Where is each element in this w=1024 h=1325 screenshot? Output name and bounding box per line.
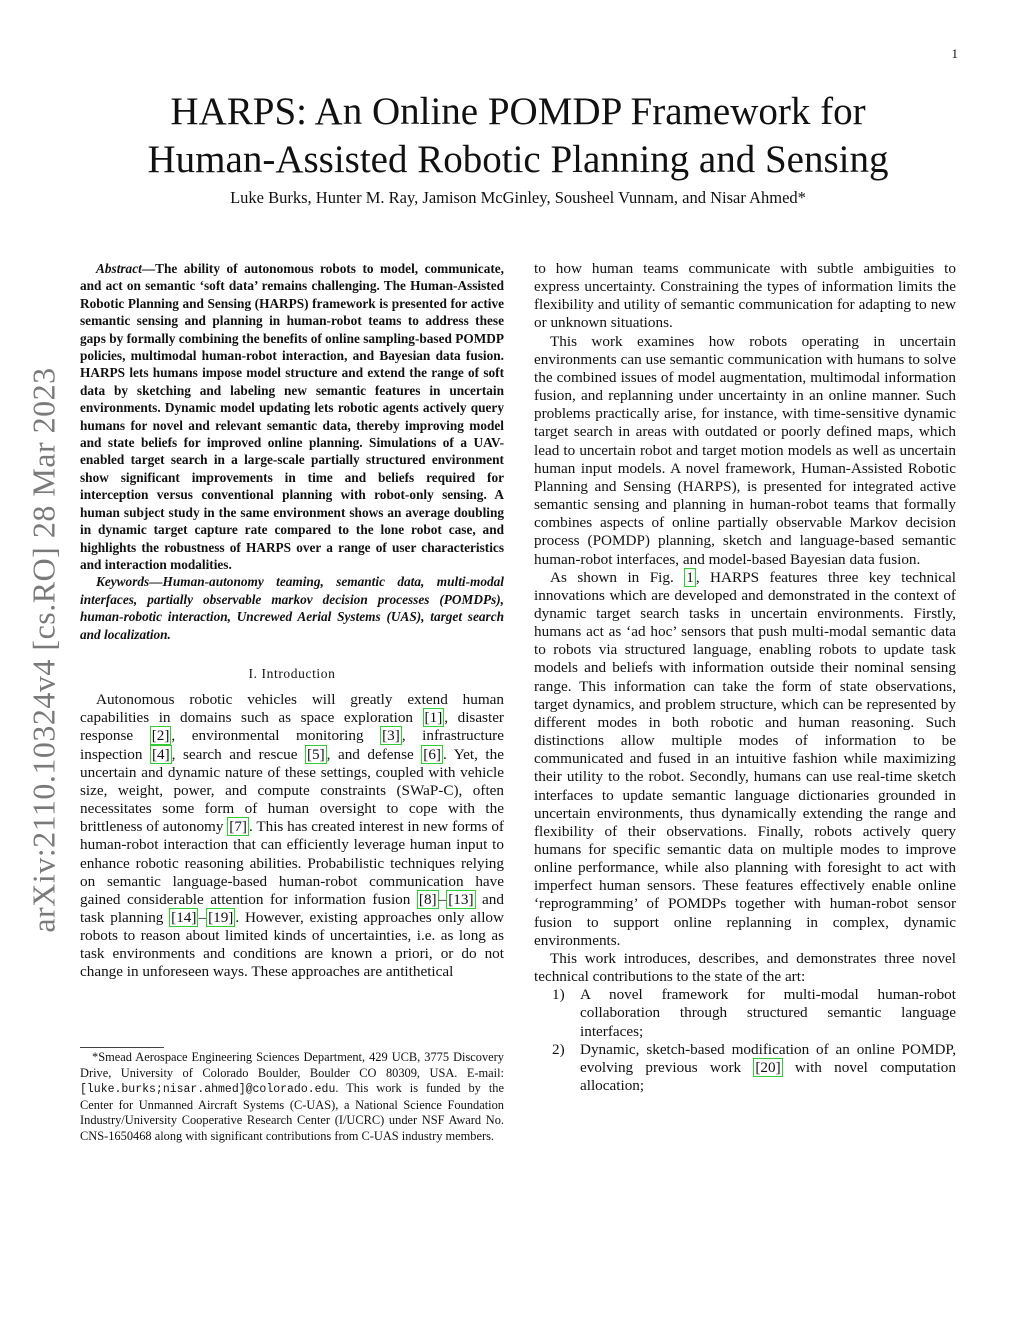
abstract-label: Abstract	[96, 261, 142, 276]
intro-paragraph-1-continued: to how human teams communicate with subtle ambiguities to express uncertainty. Constraining the types of information limits the flexibility and utility of semantic communication for adapting to new or unknown situations.	[534, 260, 956, 332]
affiliation-footnote: *Smead Aerospace Engineering Sciences Department, 429 UCB, 3775 Discovery Drive, University of Colorado Boulder, Boulder CO 80309, USA. E-mail:[luke.burks;nisar.ahmed]@colorado.edu. This work is funded by the Center for Unmanned Aircraft Systems (C-UAS), a National Science Foundation Industry/University Cooperative Research Center (I/UCRC) under NSF Award No. CNS-1650468 along with significant contributions from C-UAS industry members.	[80, 1050, 504, 1143]
citation-link[interactable]: [6]	[423, 745, 441, 763]
citation-link[interactable]: [4]	[151, 745, 170, 763]
keywords-text: —Human-autonomy teaming, semantic data, multi-modal interfaces, partially observable markov decision processes (POMDPs), human-robotic interaction, Uncrewed Aerial Systems (UAS), target search and localization.	[80, 574, 504, 642]
list-item-number: 2)	[552, 1040, 565, 1058]
abstract-text: —The ability of autonomous robots to model, communicate, and act on semantic ‘soft data’ remains challenging. The Human-Assisted Robotic Planning and Sensing (HARPS) framework is presented for active semantic sensing and planning in human-robot teams to address these gaps by formally combining the benefits of online sampling-based POMDP policies, multimodal human-robot interaction, and Bayesian data fusion. HARPS lets humans impose model structure and extend the range of soft data by sketching and labeling new semantic features in uncertain environments. Dynamic model updating lets robotic agents actively query humans for novel and relevant semantic data, thereby improving model and state beliefs for improved online planning. Simulations of a UAV-enabled target search in a large-scale partially structured environment show significant improvements in time and beliefs required for interception versus conventional planning with robot-only sensing. A human subject study in the same environment shows an average doubling in dynamic target capture rate compared to the lone robot case, and highlights the robustness of HARPS over a range of user characteristics and interaction modalities.	[80, 261, 504, 572]
page-number: 1	[951, 46, 958, 61]
arxiv-identifier-stamp: arXiv:2110.10324v4 [cs.RO] 28 Mar 2023	[25, 367, 62, 933]
list-item: 2) Dynamic, sketch-based modification of an online POMDP, evolving previous work [20] with novel computation allocation;	[552, 1040, 956, 1095]
right-column	[534, 260, 956, 1095]
citation-link[interactable]: [19]	[208, 908, 234, 926]
list-item-number: 1)	[552, 986, 565, 1004]
title-line-2: Human-Assisted Robotic Planning and Sensing	[147, 138, 889, 181]
title-line-1: HARPS: An Online POMDP Framework for	[170, 90, 866, 133]
citation-link[interactable]: [3]	[382, 727, 400, 745]
citation-link[interactable]: [1]	[424, 709, 443, 727]
intro-paragraph-4: This work introduces, describes, and demonstrates three novel technical contributions to the state of the art:	[534, 949, 956, 986]
author-list: Luke Burks, Hunter M. Ray, Jamison McGinley, Sousheel Vunnam, and Nisar Ahmed*	[230, 188, 806, 207]
footnote-divider	[80, 1047, 164, 1048]
citation-link[interactable]: [5]	[306, 745, 325, 763]
keywords	[80, 573, 504, 643]
intro-paragraph-1: Autonomous robotic vehicles will greatly extend human capabilities in domains such as space exploration [1] , disaster response [2] , environmental monitoring [3] , infrastructure inspection [4] , search and rescue [5] , and defense [6] . Yet, the uncertain and dynamic nature of these settings, coupled with vehicle size, weight, power, and compute constraints (SWaP-C), often necessitates some form of human oversight to cope with the brittleness of autonomy [7] . This has created interest in new forms of human-robot interaction that can efficiently leverage human input to enhance robotic reasoning abilities. Probabilistic techniques relying on semantic language-based human-robot communication have gained considerable attention for information fusion [8] – [13] and task planning [14] – [19] . However, existing approaches only allow robots to reason about limited kinds of uncertainties, i.e. as long as task environments and conditions are known a priori, or do not change in unforeseen ways. These approaches are antithetical	[80, 691, 504, 981]
citation-link[interactable]: [13]	[448, 890, 474, 908]
paper-title	[80, 88, 956, 184]
author-email[interactable]: [luke.burks;nisar.ahmed]@colorado.edu	[80, 1083, 336, 1097]
list-item	[534, 986, 956, 1040]
figure-reference-link[interactable]: 1	[686, 568, 694, 586]
citation-link[interactable]: [14]	[171, 908, 197, 926]
list-item-text: A novel framework for multi-modal human-robot collaboration through structured semantic language interfaces;	[580, 986, 956, 1040]
section-heading-introduction: I. Introduction	[248, 665, 336, 681]
intro-paragraph-2: This work examines how robots operating in uncertain environments can use semantic communication with humans to solve the combined issues of model augmentation, multimodal information fusion, and replanning under uncertainty in an online manner. Such problems practically arise, for instance, with time-sensitive dynamic target search in areas with outdated or poorly defined maps, which lead to uncertain robot and target motion models as well as uncertain human input models. A novel framework, Human-Assisted Robotic Planning and Sensing (HARPS), is presented for integrated active semantic sensing and planning in human-robot teams that formally combines aspects of online partially observable Markov decision process (POMDP) planning, sketch and language-based semantic human-robot interfaces, and model-based Bayesian data fusion.	[534, 332, 956, 568]
abstract	[80, 260, 504, 573]
citation-link[interactable]: [2]	[151, 727, 170, 745]
left-column	[80, 260, 504, 982]
contributions-list	[534, 986, 956, 1095]
intro-paragraph-3: As shown in Fig. 1 , HARPS features three key technical innovations which are developed and demonstrated in the context of dynamic target search tasks in uncertain environments. Firstly, humans act as ‘ad hoc’ sensors that push multi-modal semantic data to robots via structured language, enabling robots to update task models and beliefs with information outside their nominal sensing range. This information can take the form of state observations, target dynamics, and problem structure, which can be represented by different modes in both robotic and human reasoning. Such distinctions allow multiple modes of information to be communicated and fused in an intuitive fashion while maximizing their utility to the robot. Secondly, humans can use real-time sketch interfaces to update semantic language dictionaries grounded in uncertain environments, thus dynamically extending the range and flexibility of their observations. Finally, robots actively query humans for specific semantic data on multiple modes to improve online performance, while also planning with foresight to act with imperfect human sensors. These features effectively enable online ‘reprogramming’ of POMDPs together with human-robot sensor fusion to support online replanning in complex, dynamic environments.	[534, 568, 956, 949]
citation-link[interactable]: [7]	[229, 818, 247, 836]
keywords-label: Keywords	[96, 574, 150, 590]
citation-link[interactable]: [8]	[418, 890, 437, 908]
citation-link[interactable]: [20]	[755, 1058, 781, 1076]
